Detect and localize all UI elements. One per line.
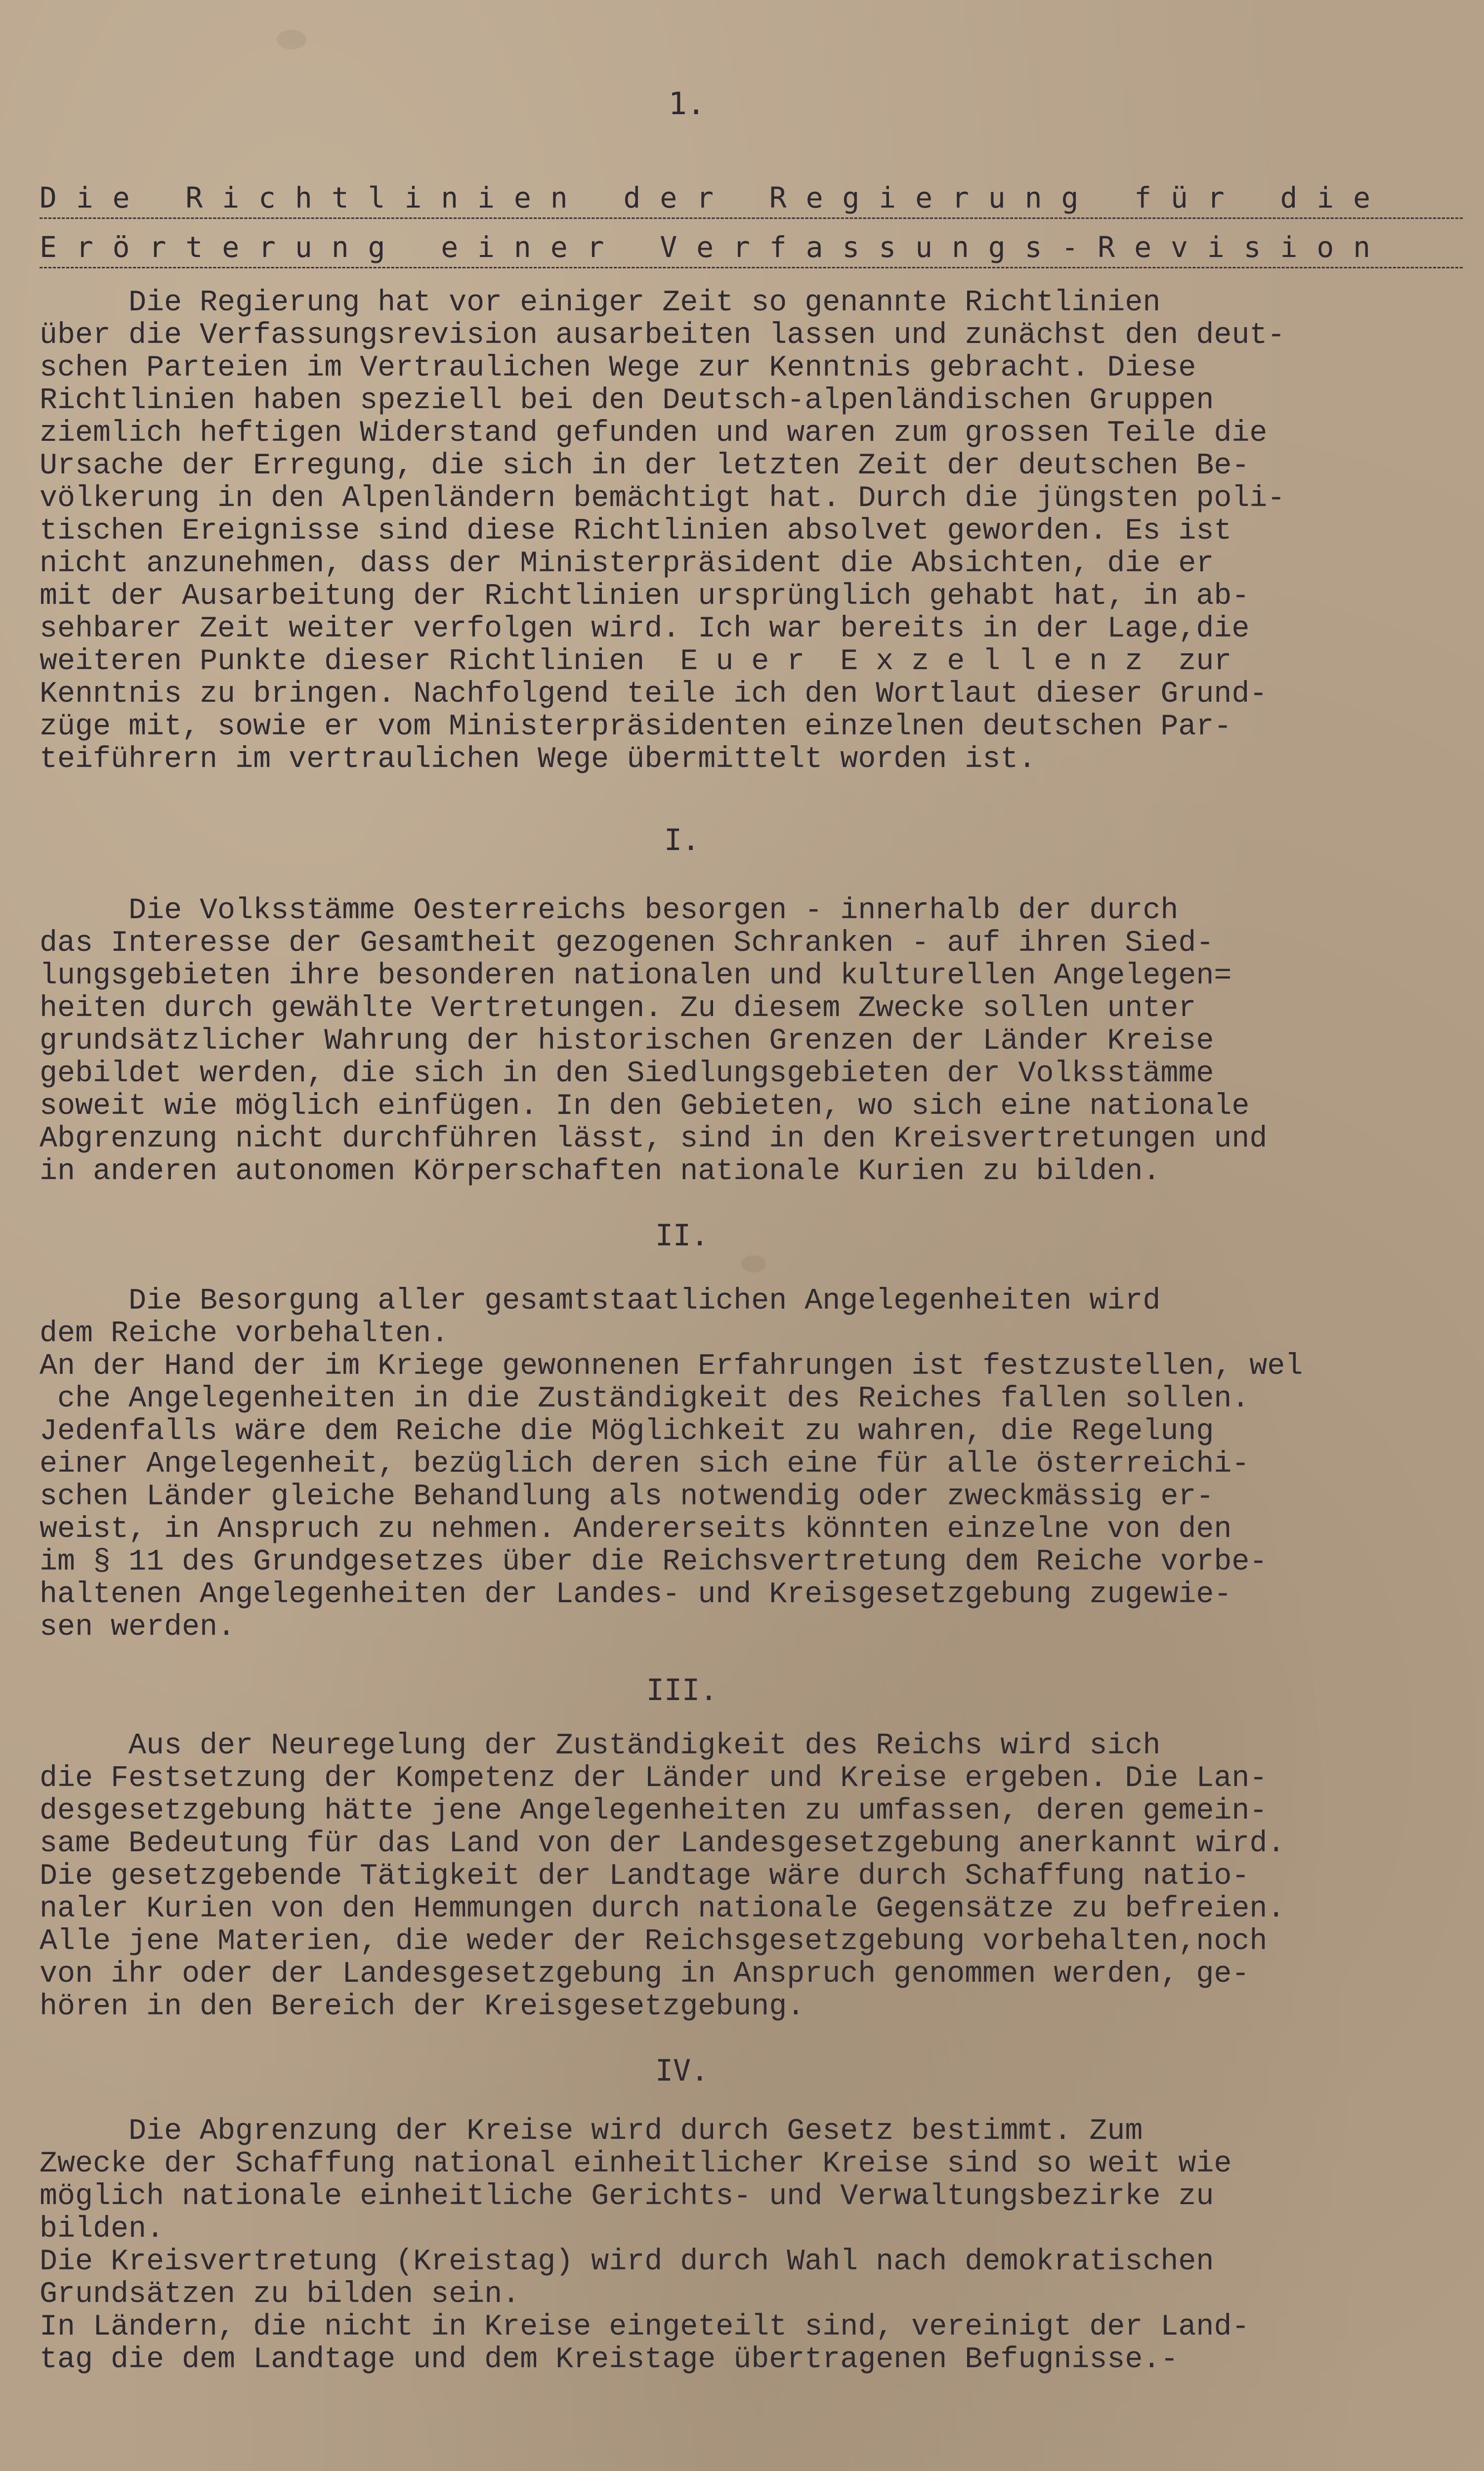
section-3-text: Aus der Neuregelung der Zuständigkeit des Reichs wird sich die Festsetzung der Kompetenz der Länder und Kreise ergeben. Die Lan- desgesetzgebung hätte jene Angelegenheiten zu umfassen, deren gemein- same Bedeutung für das Land von der Landesgesetzgebung anerkannt wird. Die gesetzgebende Tätigkeit der Landtage wäre durch Schaffung natio- naler Kurien von den Hemmungen durch nationale Gegensätze zu befreien. Alle jene Materien, die weder der Reichsgesetzgebung vorbehalten,noch von ihr oder der Landesgesetzgebung in Anspruch genommen werden, ge- hören in den Bereich der Kreisgesetzgebung. <box>40 1729 1285 2024</box>
page-number: 1. <box>668 85 706 122</box>
paper-stain <box>277 30 306 49</box>
section-heading-3: III. <box>646 1673 718 1707</box>
section-1-text: Die Volksstämme Oesterreichs besorgen - innerhalb der durch das Interesse der Gesamtheit gezogenen Schranken - auf ihren Sied- lungsgebieten ihre besonderen nationalen und kulturellen Angelegen= heiten durch gewählte Vertretungen. Zu diesem Zwecke sollen unter grundsätzlicher Wahrung der historischen Grenzen der Länder Kreise gebildet werden, die sich in den Siedlungsgebieten der Volksstämme soweit wie möglich einfügen. In den Gebieten, wo sich eine nationale Abgrenzung nicht durchführen lässt, sind in den Kreisvertretungen und in anderen autonomen Körperschaften nationale Kurien zu bilden. <box>40 894 1268 1189</box>
document-title-line-2: E r ö r t e r u n g e i n e r V e r f a s s u n g s - R e v i s i o n <box>40 227 1463 268</box>
section-heading-2: II. <box>655 1218 709 1253</box>
section-2-text: Die Besorgung aller gesamtstaatlichen Angelegenheiten wird dem Reiche vorbehalten. An der Hand der im Kriege gewonnenen Erfahrungen ist festzustellen, wel che Angelegenheiten in die Zuständigkeit des Reiches fallen sollen. Jedenfalls wäre dem Reiche die Möglichkeit zu wahren, die Regelung einer Angelegenheit, bezüglich deren sich eine für alle österreichi- schen Länder gleiche Behandlung als notwendig oder zweckmässig er- weist, in Anspruch zu nehmen. Andererseits könnten einzelne von den im § 11 des Grundgesetzes über die Reichsvertretung dem Reiche vorbe- haltenen Angelegenheiten der Landes- und Kreisgesetzgebung zugewie- sen werden. <box>40 1284 1303 1644</box>
section-4-text: Die Abgrenzung der Kreise wird durch Gesetz bestimmt. Zum Zwecke der Schaffung national einheitlicher Kreise sind so weit wie möglich nationale einheitliche Gerichts- und Verwaltungsbezirke zu bilden. Die Kreisvertretung (Kreistag) wird durch Wahl nach demokratischen Grundsätzen zu bilden sein. In Ländern, die nicht in Kreise eingeteilt sind, vereinigt der Land- tag die dem Landtage und dem Kreistage übertragenen Befugnisse.- <box>40 2115 1250 2377</box>
paper-stain <box>741 1255 766 1273</box>
section-heading-1: I. <box>664 823 700 857</box>
section-heading-4: IV. <box>655 2053 709 2088</box>
intro-paragraph: Die Regierung hat vor einiger Zeit so genannte Richtlinien über die Verfassungsrevision ausarbeiten lassen und zunächst den deut- schen Parteien im Vertraulichen Wege zur Kenntnis gebracht. Diese Richtlinien haben speziell bei den Deutsch-alpenländischen Gruppen ziemlich heftigen Widerstand gefunden und waren zum grossen Teile die Ursache der Erregung, die sich in der letzten Zeit der deutschen Be- völkerung in den Alpenländern bemächtigt hat. Durch die jüngsten poli- tischen Ereignisse sind diese Richtlinien absolvet geworden. Es ist nicht anzunehmen, dass der Ministerpräsident die Absichten, die er mit der Ausarbeitung der Richtlinien ursprünglich gehabt hat, in ab- sehbarer Zeit weiter verfolgen wird. Ich war bereits in der Lage,die weiteren Punkte dieser Richtlinien E u e r E x z e l l e n z zur Kenntnis zu bringen. Nachfolgend teile ich den Wortlaut dieser Grund- züge mit, sowie er vom Ministerpräsidenten einzelnen deutschen Par- teiführern im vertraulichen Wege übermittelt worden ist. <box>40 286 1285 776</box>
document-title-line-1: D i e R i c h t l i n i e n d e r R e g i e r u n g f ü r d i e <box>40 178 1463 219</box>
